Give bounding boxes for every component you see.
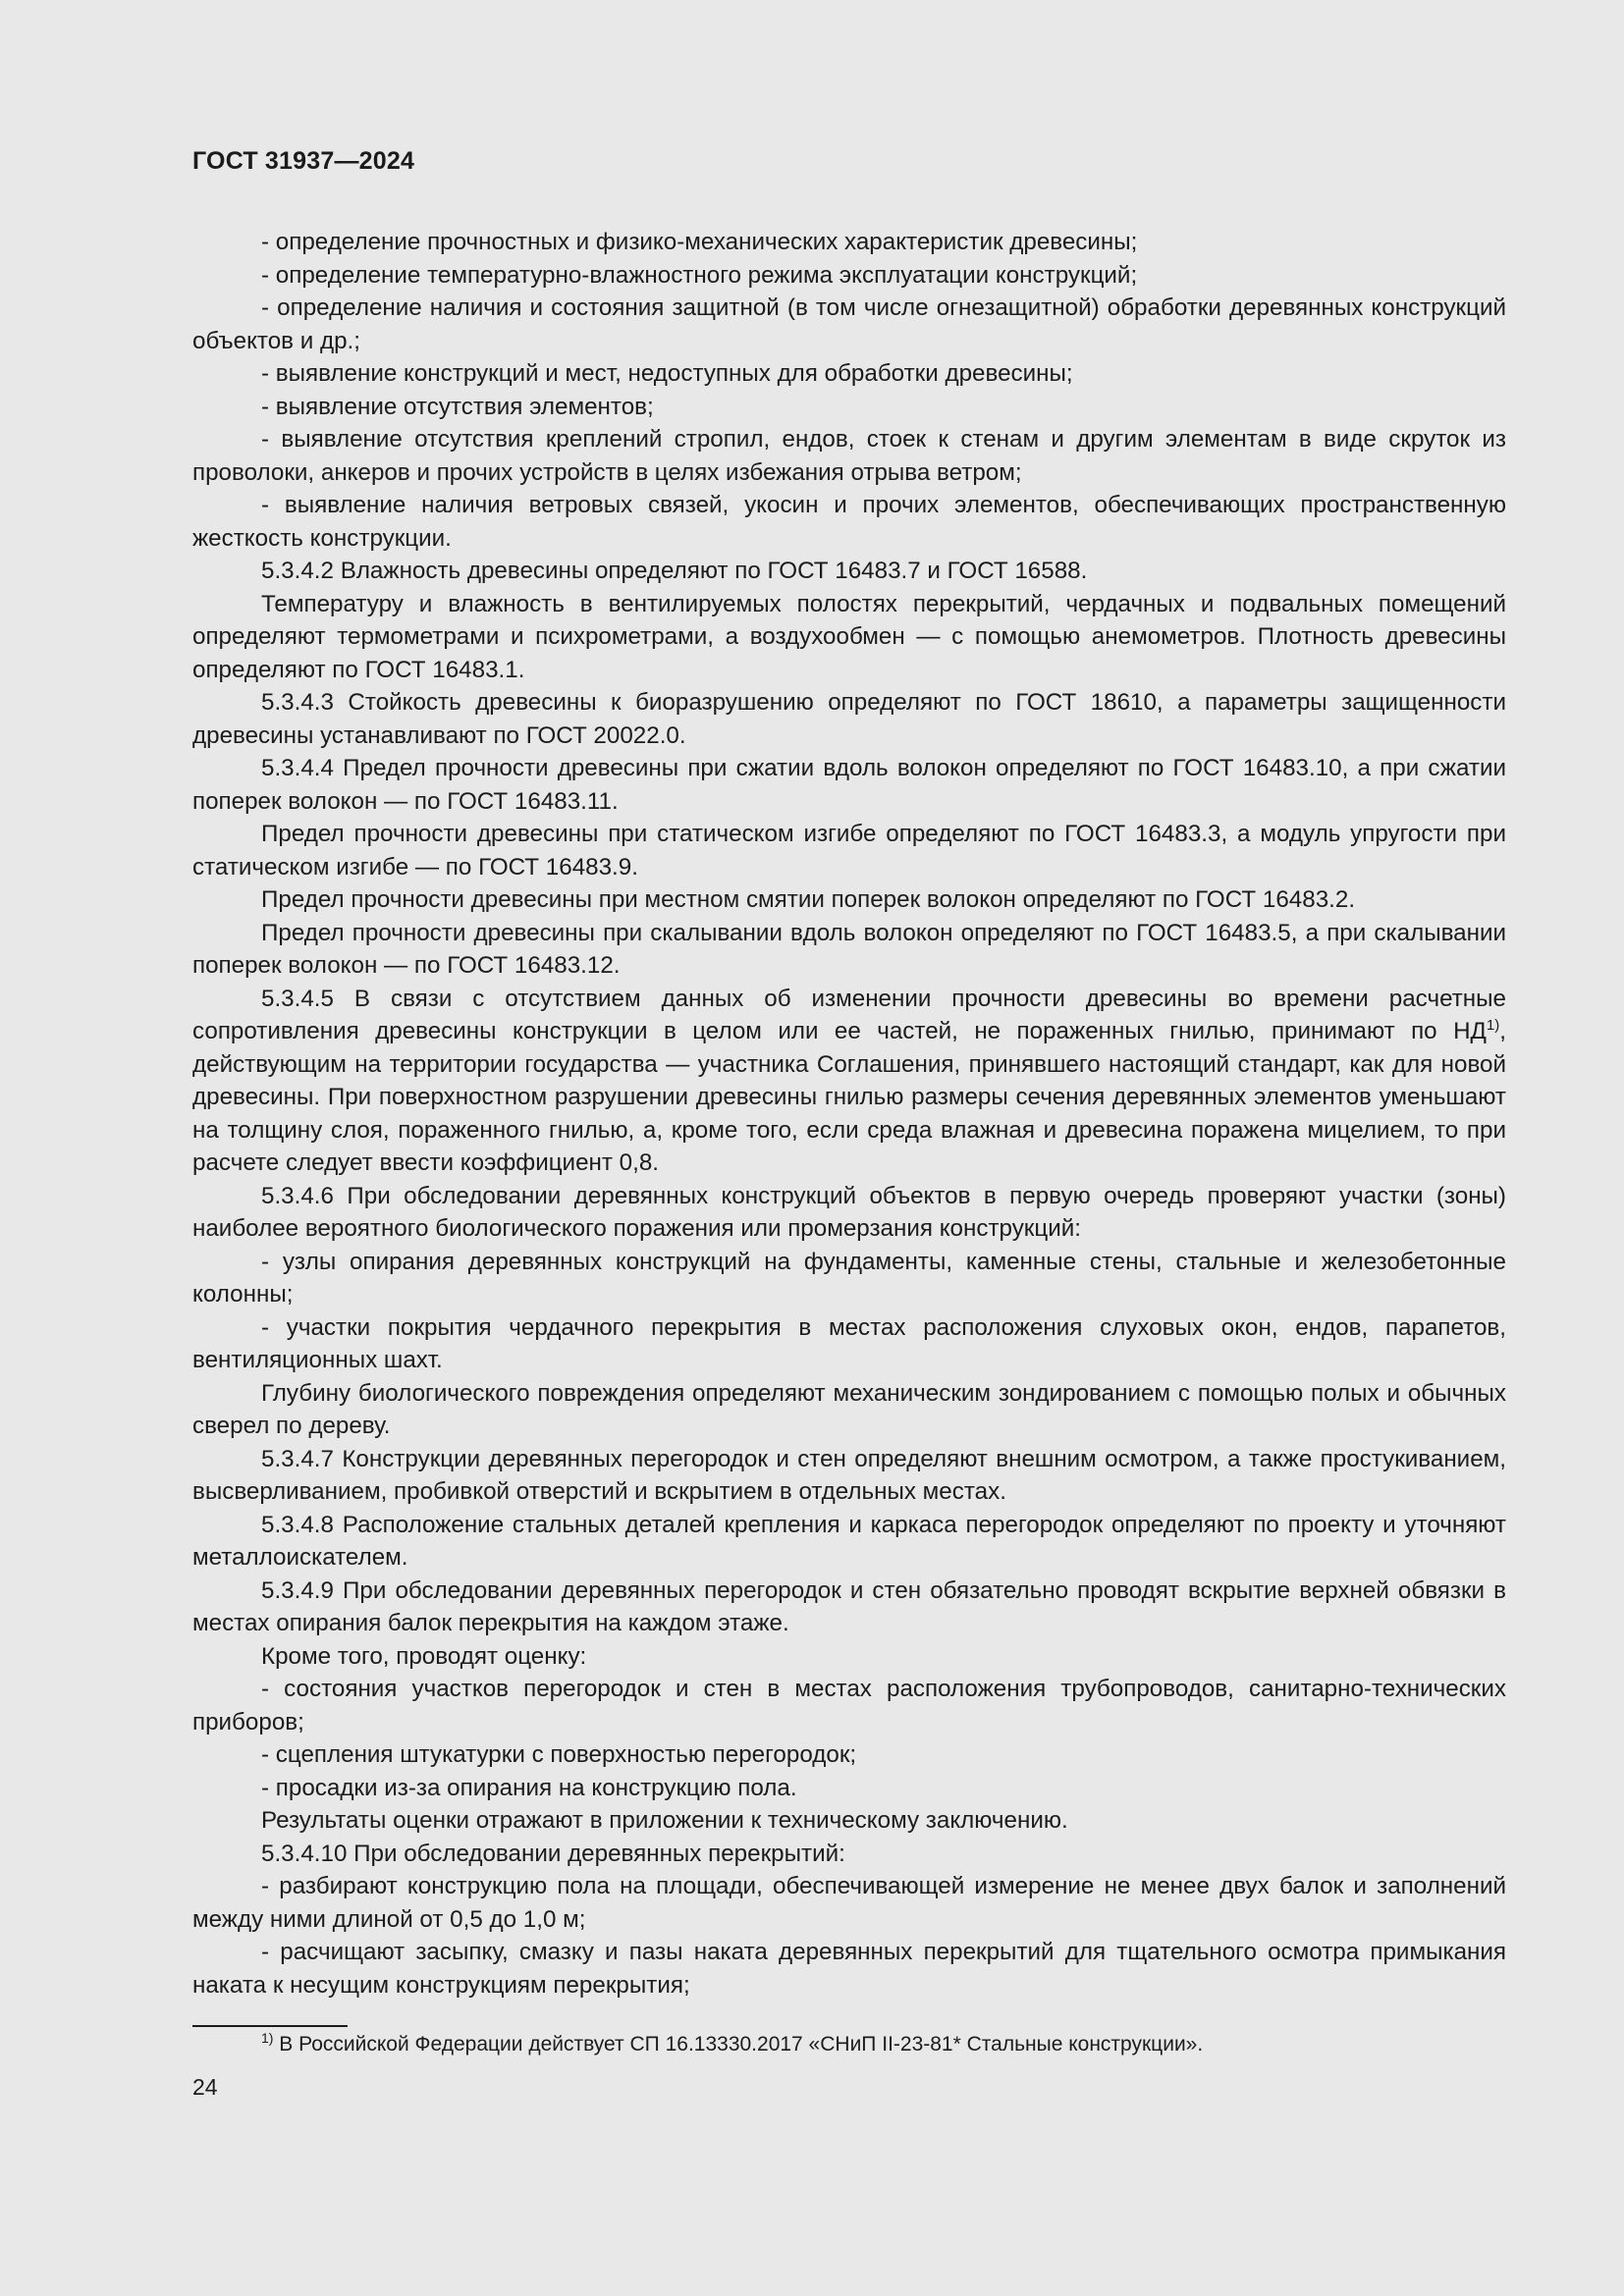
paragraph-30: - расчищают засыпку, смазку и пазы наката деревянных перекрытий для тщательного осмотра примыкания наката к несущим конструкциям перекрытия;: [192, 1939, 1506, 1999]
paragraph-14: Предел прочности древесины при скалывании вдоль волокон определяют по ГОСТ 16483.5, а при скалывании поперек волокон — по ГОСТ 16483.12.: [192, 919, 1506, 979]
paragraph-11: 5.3.4.4 Предел прочности древесины при сжатии вдоль волокон определяют по ГОСТ 16483.10, а при сжатии поперек волокон — по ГОСТ 16483.11.: [192, 755, 1506, 815]
paragraph-15: [192, 983, 1506, 1180]
paragraph-17: - узлы опирания деревянных конструкций на фундаменты, каменные стены, стальные и железобетонные колонны;: [192, 1248, 1506, 1308]
paragraph-4: - выявление конструкций и мест, недоступных для обработки древесины;: [261, 360, 1073, 387]
paragraph-27: Результаты оценки отражают в приложении к техническому заключению.: [261, 1807, 1068, 1834]
paragraph-16: 5.3.4.6 При обследовании деревянных конструкций объектов в первую очередь проверяют участки (зоны) наиболее вероятного биологического поражения или промерзания конструкций:: [192, 1182, 1506, 1242]
paragraph-7: - выявление наличия ветровых связей, укосин и прочих элементов, обеспечивающих пространственную жесткость конструкции.: [192, 492, 1506, 552]
page-number: 24: [192, 2074, 218, 2100]
paragraph-23: Кроме того, проводят оценку:: [261, 1642, 587, 1670]
paragraph-13: Предел прочности древесины при местном смятии поперек волокон определяют по ГОСТ 16483.2.: [261, 886, 1356, 913]
paragraph-3: - определение наличия и состояния защитной (в том числе огнезащитной) обработки деревянных конструкций объектов и др.;: [192, 294, 1506, 354]
paragraph-18: - участки покрытия чердачного перекрытия в местах расположения слуховых окон, ендов, парапетов, вентиляционных шахт.: [192, 1313, 1506, 1373]
paragraph-29: - разбирают конструкцию пола на площади, обеспечивающей измерение не менее двух балок и заполнений между ними длиной от 0,5 до 1,0 м;: [192, 1873, 1506, 1933]
paragraph-26: - просадки из-за опирания на конструкцию пола.: [261, 1774, 797, 1801]
paragraph-22: 5.3.4.9 При обследовании деревянных перегородок и стен обязательно проводят вскрытие верхней обвязки в местах опирания балок перекрытия на каждом этаже.: [192, 1576, 1506, 1636]
paragraph-10: 5.3.4.3 Стойкость древесины к биоразрушению определяют по ГОСТ 18610, а параметры защищенности древесины устанавливают по ГОСТ 20022.0.: [192, 689, 1506, 749]
paragraph-2: - определение температурно-влажностного режима эксплуатации конструкций;: [261, 261, 1138, 289]
footnote-text: В Российской Федерации действует СП 16.13330.2017 «СНиП II-23-81* Стальные конструкции».: [273, 2033, 1204, 2056]
paragraph-5: - выявление отсутствия элементов;: [261, 393, 654, 420]
body-text: [192, 226, 1506, 2002]
paragraph-25: - сцепления штукатурки с поверхностью перегородок;: [261, 1741, 857, 1768]
footnote: [192, 2030, 1506, 2059]
paragraph-15-text-after: , действующим на территории государства — участника Соглашения, принявшего настоящий стандарт, как для новой древесины. При поверхностном разрушении древесины гнилью размеры сечения деревянных элементов уменьшают на толщину слоя, пораженного гнилью, а, кроме того, если среда влажная и древесина поражена мицелием, то при расчете следует ввести коэффициент 0,8.: [192, 1018, 1506, 1176]
paragraph-6: - выявление отсутствия креплений стропил, ендов, стоек к стенам и другим элементам в виде скруток из проволоки, анкеров и прочих устройств в целях избежания отрыва ветром;: [192, 426, 1506, 486]
paragraph-21: 5.3.4.8 Расположение стальных деталей крепления и каркаса перегородок определяют по проекту и уточняют металлоискателем.: [192, 1511, 1506, 1571]
paragraph-15-text-before: 5.3.4.5 В связи с отсутствием данных об изменении прочности древесины во времени расчетные сопротивления древесины конструкции в целом или ее частей, не пораженных гнилью, принимают по НД: [192, 985, 1506, 1044]
paragraph-20: 5.3.4.7 Конструкции деревянных перегородок и стен определяют внешним осмотром, а также простукиванием, высверливанием, пробивкой отверстий и вскрытием в отдельных местах.: [192, 1445, 1506, 1505]
document-code-header: ГОСТ 31937—2024: [192, 147, 415, 175]
paragraph-19: Глубину биологического повреждения определяют механическим зондированием с помощью полых и обычных сверел по дереву.: [192, 1379, 1506, 1439]
footnote-marker: 1): [261, 2030, 274, 2046]
footnote-divider: [192, 2025, 348, 2027]
paragraph-8: 5.3.4.2 Влажность древесины определяют по ГОСТ 16483.7 и ГОСТ 16588.: [261, 558, 1088, 584]
paragraph-28: 5.3.4.10 При обследовании деревянных перекрытий:: [261, 1840, 845, 1867]
paragraph-24: - состояния участков перегородок и стен в местах расположения трубопроводов, санитарно-технических приборов;: [192, 1676, 1506, 1735]
paragraph-12: Предел прочности древесины при статическом изгибе определяют по ГОСТ 16483.3, а модуль упругости при статическом изгибе — по ГОСТ 16483.9.: [192, 821, 1506, 881]
paragraph-9: Температуру и влажность в вентилируемых полостях перекрытий, чердачных и подвальных помещений определяют термометрами и психрометрами, а воздухообмен — с помощью анемометров. Плотность древесины определяют по ГОСТ 16483.1.: [192, 590, 1506, 683]
footnote-reference: 1): [1486, 1017, 1500, 1034]
paragraph-1: - определение прочностных и физико-механических характеристик древесины;: [261, 229, 1138, 255]
